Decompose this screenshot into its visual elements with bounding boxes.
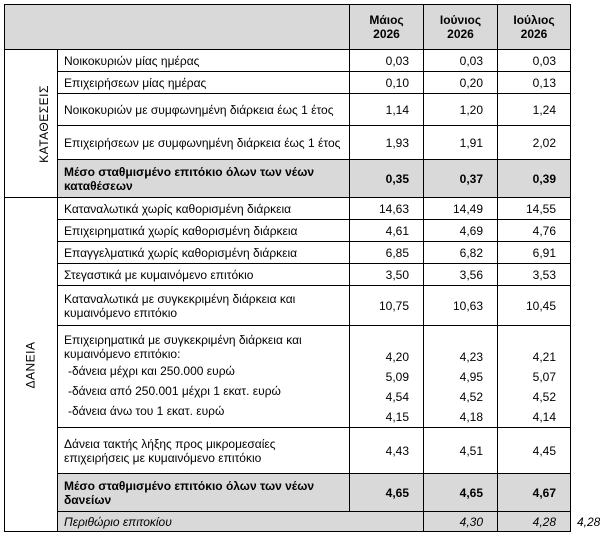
header-row (5, 5, 571, 50)
business-loans-june-values (424, 326, 498, 428)
value-cell: 4,21 (532, 350, 556, 364)
row-label: Στεγαστικά με κυμαινόμενο επιτόκιο (58, 264, 350, 286)
row-label: Επαγγελματικά χωρίς καθορισμένη διάρκεια (58, 242, 350, 264)
sub-row-label: -δάνεια μέχρι και 250.000 ευρώ (68, 363, 235, 378)
value-cell: 14,49 (424, 198, 498, 220)
margin-row: Περιθώριο επιτοκίου 4,30 4,28 4,28 (5, 512, 571, 532)
table-row (5, 220, 571, 242)
row-label: Επιχειρήσεων με συμφωνημένη διάρκεια έως 1 έτος (58, 126, 350, 160)
business-loans-group-labels (58, 326, 350, 428)
sub-row-label: -δάνεια άνω του 1 εκατ. ευρώ (68, 403, 225, 418)
value-cell: 6,91 (498, 242, 571, 264)
value-cell: 4,20 (385, 350, 409, 364)
row-label: Καταναλωτικά με συγκεκριμένη διάρκεια και κυμαινόμενο επιτόκιο (58, 286, 350, 326)
value-cell: 4,14 (532, 410, 556, 424)
row-label: Νοικοκυριών με συμφωνημένη διάρκεια έως 1 έτος (58, 94, 350, 126)
header-june: Ιούνιος 2026 (424, 5, 498, 50)
row-label: Δάνεια τακτής λήξης προς μικρομεσαίες επιχειρήσεις με κυμαινόμενο επιτόκιο (58, 428, 350, 474)
header-may: Μάιος 2026 (350, 5, 424, 50)
value-cell: 1,14 (350, 94, 424, 126)
row-label: Μέσο σταθμισμένο επιτόκιο όλων των νέων δανείων (58, 474, 350, 512)
business-loans-july-values (498, 326, 571, 428)
value-cell: 1,20 (424, 94, 498, 126)
value-cell: 1,93 (350, 126, 424, 160)
value-cell: 0,10 (350, 72, 424, 94)
value-cell: 4,95 (459, 370, 483, 384)
sub-row-label: -δάνεια από 250.001 μέχρι 1 εκατ. ευρώ (68, 383, 281, 398)
interest-rates-table (4, 4, 600, 532)
margin-label: Περιθώριο επιτοκίου (58, 512, 424, 532)
value-cell: 4,15 (385, 410, 409, 424)
value-cell: 4,30 (424, 512, 498, 532)
value-cell: 4,52 (532, 390, 556, 404)
value-cell: 0,13 (498, 72, 571, 94)
value-cell: 4,76 (498, 220, 571, 242)
value-cell: 0,20 (424, 72, 498, 94)
table-row (5, 286, 571, 326)
row-label: Μέσο σταθμισμένο επιτόκιο όλων των νέων καταθέσεων (58, 160, 350, 198)
value-cell: 6,85 (350, 242, 424, 264)
row-label: Νοικοκυριών μίας ημέρας (58, 50, 350, 72)
value-cell: 4,51 (424, 428, 498, 474)
value-cell: 0,03 (350, 50, 424, 72)
value-cell: 14,55 (498, 198, 571, 220)
loans-section-label: ΔΑΝΕΙΑ (5, 198, 58, 532)
value-cell: 4,23 (459, 350, 483, 364)
value-cell: 10,45 (498, 286, 571, 326)
value-cell: 1,24 (498, 94, 571, 126)
row-label: Επιχειρηματικά χωρίς καθορισμένη διάρκεια (58, 220, 350, 242)
header-blank-cell (5, 5, 350, 50)
business-loans-group-row (5, 326, 571, 428)
value-cell: 0,03 (424, 50, 498, 72)
loans-total-row (5, 474, 571, 512)
value-cell: 4,65 (424, 474, 498, 512)
header-july: Ιούλιος 2026 (498, 5, 571, 50)
value-cell: 3,56 (424, 264, 498, 286)
value-cell: 4,45 (498, 428, 571, 474)
row-label: Καταναλωτικά χωρίς καθορισμένη διάρκεια (58, 198, 350, 220)
value-cell: 4,61 (350, 220, 424, 242)
table-row (5, 264, 571, 286)
value-cell: 6,82 (424, 242, 498, 264)
value-cell: 10,63 (424, 286, 498, 326)
table-row (5, 94, 571, 126)
deposits-section-label: ΚΑΤΑΘΕΣΕΙΣ (5, 50, 58, 198)
value-cell: 4,18 (459, 410, 483, 424)
business-loans-may-values (350, 326, 424, 428)
value-cell: 4,52 (459, 390, 483, 404)
value-cell: 5,09 (385, 370, 409, 384)
value-cell: 14,63 (350, 198, 424, 220)
table-row (5, 72, 571, 94)
row-label: Επιχειρήσεων μίας ημέρας (58, 72, 350, 94)
value-cell: 5,07 (532, 370, 556, 384)
value-cell: 4,67 (498, 474, 571, 512)
table-row (5, 198, 571, 220)
value-cell: 0,35 (350, 160, 424, 198)
value-cell: 3,53 (498, 264, 571, 286)
value-cell: 4,54 (385, 390, 409, 404)
value-cell: 4,65 (350, 474, 424, 512)
value-cell: 2,02 (498, 126, 571, 160)
value-cell: 0,39 (498, 160, 571, 198)
row-label: Επιχειρηματικά με συγκεκριμένη διάρκεια και κυμαινόμενο επιτόκιο: (64, 332, 302, 361)
table-row (5, 126, 571, 160)
value-cell: 3,50 (350, 264, 424, 286)
value-cell: 4,69 (424, 220, 498, 242)
table-row (5, 50, 571, 72)
value-cell: 10,75 (350, 286, 424, 326)
value-cell: 0,37 (424, 160, 498, 198)
value-cell: 4,43 (350, 428, 424, 474)
value-cell: 0,03 (498, 50, 571, 72)
value-cell: 1,91 (424, 126, 498, 160)
table-row (5, 428, 571, 474)
value-cell: 4,28 (498, 512, 571, 532)
table-row (5, 242, 571, 264)
deposits-total-row (5, 160, 571, 198)
